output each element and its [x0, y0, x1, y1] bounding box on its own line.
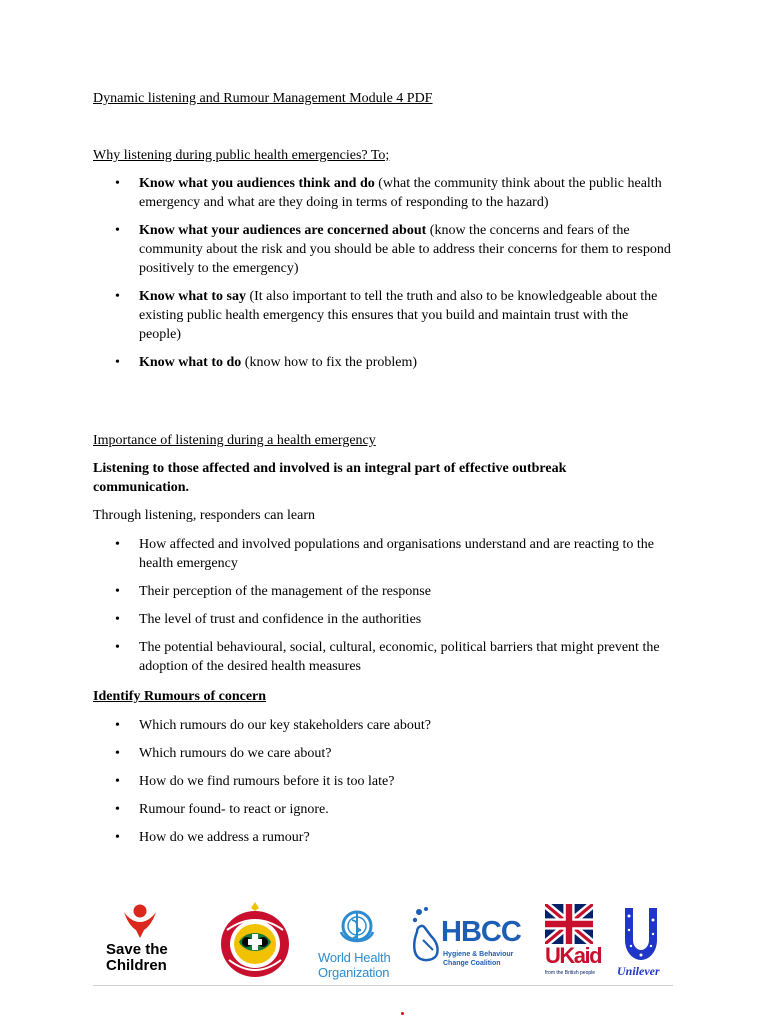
why-listening-list: [93, 174, 673, 372]
list-item-bold: Know what your audiences are concerned about: [139, 223, 427, 238]
save-the-children-line1: Save the: [106, 941, 168, 958]
list-item: • The potential behavioural, social, cultural, economic, political barriers that might prevent the adoption of the desired health measures: [93, 638, 673, 676]
who-emblem-icon: [337, 908, 377, 948]
list-item: • How do we address a rumour?: [93, 828, 673, 847]
importance-intro: Through listening, responders can learn: [93, 508, 315, 523]
ukaid-tagline: from the British people: [545, 970, 596, 976]
importance-lead: Listening to those affected and involved is an integral part of effective outbreak communication.: [93, 461, 567, 495]
ukaid-aid: aid: [573, 943, 602, 968]
who-line2: Organization: [318, 965, 390, 980]
list-item-text: (know how to fix the problem): [241, 355, 418, 370]
list-item-bold: Know what you audiences think and do: [139, 176, 375, 191]
list-item-text: (It also important to tell the truth and also to be knowledgeable about the existing public health emergency this ensures that you build and maintain trust with the people): [139, 289, 658, 342]
list-item: • Which rumours do we care about?: [93, 744, 673, 763]
ukaid-uk: UK: [545, 943, 574, 968]
health-ministry-seal-icon: [217, 900, 293, 980]
list-item-bold: Know what to do: [139, 355, 242, 370]
list-item: • Rumour found- to react or ignore.: [93, 800, 673, 819]
list-item: • Their perception of the management of the response: [93, 582, 673, 601]
importance-list: [93, 535, 673, 676]
who-logo: [315, 908, 401, 982]
list-item: • The level of trust and confidence in the authorities: [93, 610, 673, 629]
hbcc-logo: [411, 906, 519, 980]
save-the-children-line2: Children: [106, 957, 167, 974]
union-jack-flag-icon: [545, 904, 593, 944]
ukaid-wordmark: [545, 944, 601, 968]
hbcc-line2: Change Coalition: [443, 960, 501, 967]
hbcc-hand-icon: [411, 906, 443, 964]
unilever-u-emblem-icon: [621, 906, 661, 962]
list-item: [93, 174, 673, 212]
who-line1: World Health: [318, 950, 391, 965]
unilever-logo: [615, 906, 667, 980]
hbcc-line1: Hygiene & Behaviour: [443, 951, 514, 958]
save-the-children-logo: [103, 904, 183, 980]
save-the-children-emblem-icon: [120, 904, 160, 938]
list-item-text: (what the community think about the public health emergency and what are they doing in terms of responding to the hazard): [139, 176, 662, 210]
ministry-of-health-logo: [217, 900, 293, 980]
unilever-wordmark: Unilever: [617, 964, 660, 978]
section-heading-rumours: Identify Rumours of concern: [93, 689, 267, 704]
list-item: [93, 221, 673, 278]
list-item: • How do we find rumours before it is too late?: [93, 772, 673, 791]
list-item-text: (know the concerns and fears of the community about the risk and you should be able to address their concerns for them to respond positively to the emergency): [139, 223, 671, 276]
ukaid-logo: [541, 904, 602, 980]
list-item: [93, 353, 673, 372]
list-item: [93, 287, 673, 344]
list-item-bold: Know what to say: [139, 289, 246, 304]
document-title: Dynamic listening and Rumour Management Module 4 PDF: [93, 91, 433, 106]
section-heading-why-listening: Why listening during public health emergencies? To;: [93, 148, 390, 163]
list-item: • How affected and involved populations and organisations understand and are reacting to the health emergency: [93, 535, 673, 573]
hbcc-name: HBCC: [441, 916, 521, 948]
list-item: • Which rumours do our key stakeholders care about?: [93, 716, 673, 735]
section-heading-importance: Importance of listening during a health emergency: [93, 433, 376, 448]
page-marker-dot: [401, 1012, 404, 1015]
partner-logos: [93, 900, 673, 984]
footer-divider: [93, 985, 673, 986]
rumours-list: [93, 716, 673, 847]
